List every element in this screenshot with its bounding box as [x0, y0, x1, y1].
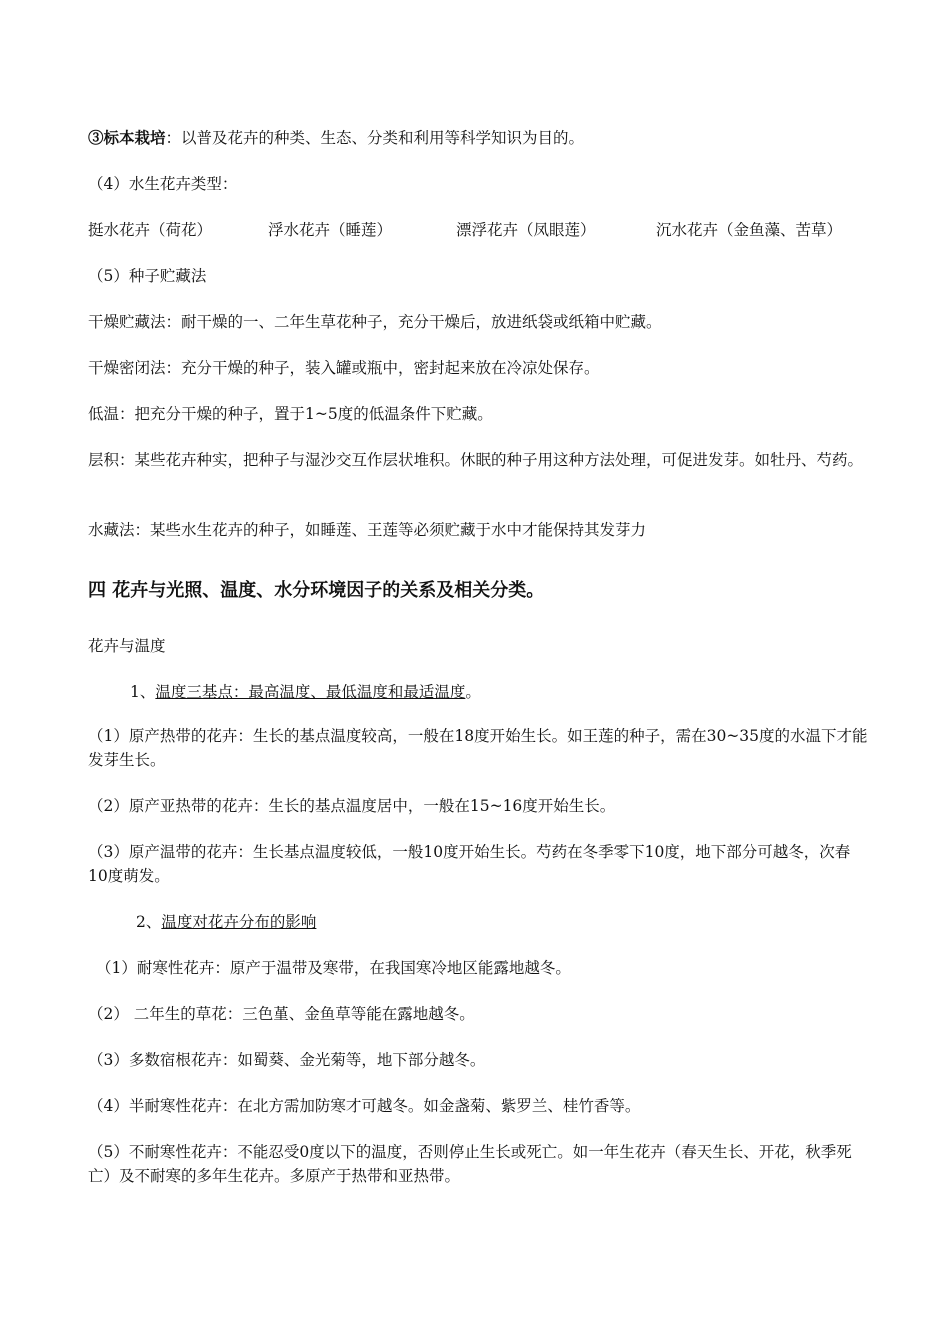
specimen-cultivation-text: ：以普及花卉的种类、生态、分类和利用等科学知识为目的。	[165, 129, 585, 147]
three-cardinal-temperatures-text: 温度三基点：最高温度、最低温度和最适温度	[155, 683, 466, 701]
aquatic-type-emergent: 挺水花卉（荷花）	[88, 221, 213, 239]
period-mark: 。	[465, 683, 481, 701]
specimen-cultivation-label: ③标本栽培	[88, 128, 166, 147]
aquatic-type-submerged: 沉水花卉（金鱼藻、苦草）	[656, 221, 843, 239]
tropical-flowers-paragraph: （1）原产热带的花卉：生长的基点温度较高，一般在18度开始生长。如王莲的种子，需在30~35度的水温下才能发芽生长。	[88, 727, 868, 769]
stratification-method: 层积：某些花卉种实，把种子与湿沙交互作层状堆积。休眠的种子用这种方法处理，可促进发芽。如牡丹、芍药。	[88, 451, 864, 469]
subtropical-flowers-paragraph: （2）原产亚热带的花卉：生长的基点温度居中，一般在15~16度开始生长。	[88, 797, 616, 815]
aquatic-type-floating-leaved: 浮水花卉（睡莲）	[268, 221, 393, 239]
water-storage-method: 水藏法：某些水生花卉的种子，如睡莲、王莲等必须贮藏于水中才能保持其发芽力	[88, 521, 647, 539]
biennial-herbs: （2） 二年生的草花：三色堇、金鱼草等能在露地越冬。	[88, 1005, 475, 1023]
section-heading: 四 花卉与光照、温度、水分环境因子的关系及相关分类。	[88, 580, 545, 601]
temperature-distribution-text: 温度对花卉分布的影响	[161, 913, 317, 931]
temperature-distribution-title	[136, 910, 316, 934]
half-hardy-flowers: （4）半耐寒性花卉：在北方需加防寒才可越冬。如金盏菊、紫罗兰、桂竹香等。	[88, 1097, 641, 1115]
temperate-flowers-paragraph: （3）原产温带的花卉：生长基点温度较低，一般10度开始生长。芍药在冬季零下10度，地下部分可越冬，次春10度萌发。	[88, 843, 851, 885]
item-number: 2、	[136, 913, 162, 931]
low-temperature-method: 低温：把充分干燥的种子，置于1~5度的低温条件下贮藏。	[88, 405, 493, 423]
aquatic-type-free-floating: 漂浮花卉（凤眼莲）	[456, 221, 596, 239]
item-number: 1、	[130, 683, 156, 701]
perennial-root-flowers: （3）多数宿根花卉：如蜀葵、金光菊等，地下部分越冬。	[88, 1051, 486, 1069]
dry-sealed-method: 干燥密闭法：充分干燥的种子，装入罐或瓶中，密封起来放在冷凉处保存。	[88, 359, 600, 377]
three-cardinal-temperatures	[130, 680, 481, 704]
aquatic-types-title: （4）水生花卉类型：	[88, 175, 238, 193]
seed-storage-title: （5）种子贮藏法	[88, 267, 207, 285]
tender-flowers-paragraph: （5）不耐寒性花卉：不能忍受0度以下的温度，否则停止生长或死亡。如一年生花卉（春天生长、开花，秋季死亡）及不耐寒的多年生花卉。多原产于热带和亚热带。	[88, 1143, 852, 1185]
dry-storage-method: 干燥贮藏法：耐干燥的一、二年生草花种子，充分干燥后，放进纸袋或纸箱中贮藏。	[88, 313, 662, 331]
flowers-and-temperature-title: 花卉与温度	[88, 637, 166, 655]
paragraph-specimen-cultivation	[88, 126, 584, 150]
cold-hardy-flowers: （1）耐寒性花卉：原产于温带及寒带，在我国寒冷地区能露地越冬。	[96, 959, 571, 977]
